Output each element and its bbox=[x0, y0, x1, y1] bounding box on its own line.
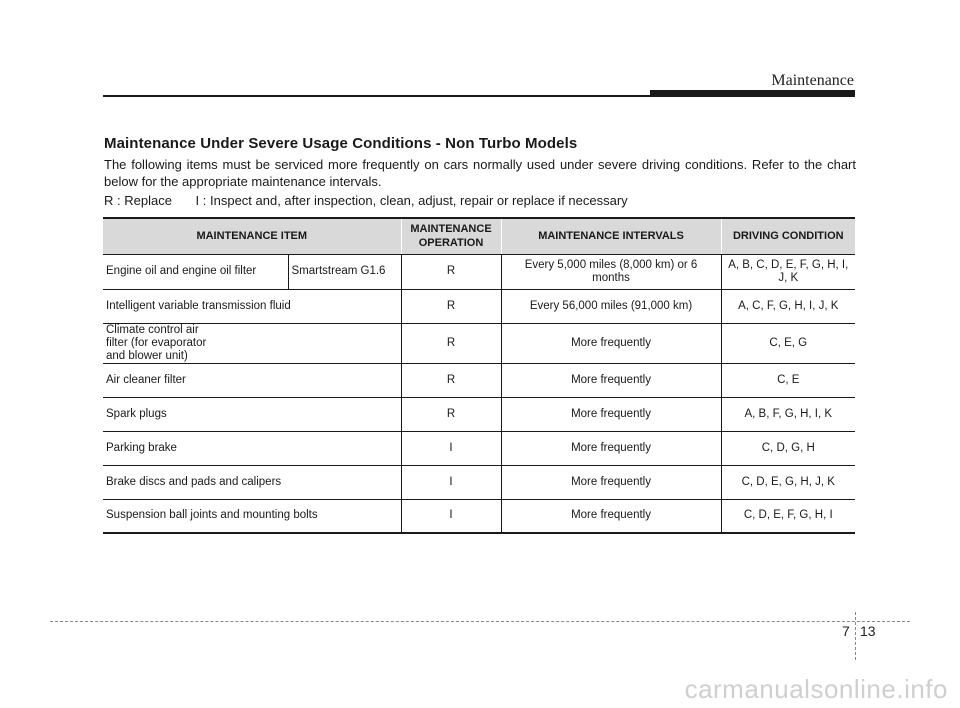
item-cell: Suspension ball joints and mounting bolts bbox=[103, 499, 401, 533]
condition-cell: C, D, E, G, H, J, K bbox=[721, 465, 855, 499]
condition-cell: C, D, E, F, G, H, I bbox=[721, 499, 855, 533]
item-cell: Air cleaner filter bbox=[103, 363, 401, 397]
interval-cell: More frequently bbox=[501, 499, 721, 533]
legend bbox=[104, 193, 628, 208]
interval-cell: Every 5,000 miles (8,000 km) or 6 months bbox=[501, 254, 721, 289]
interval-cell: More frequently bbox=[501, 323, 721, 363]
operation-cell: I bbox=[401, 499, 501, 533]
chapter-number: 7 bbox=[842, 623, 850, 639]
table-row bbox=[103, 499, 855, 533]
operation-cell: R bbox=[401, 397, 501, 431]
header-item: MAINTENANCE ITEM bbox=[103, 218, 401, 254]
table-row bbox=[103, 363, 855, 397]
table-row bbox=[103, 431, 855, 465]
table-row bbox=[103, 465, 855, 499]
table-row bbox=[103, 397, 855, 431]
header-condition: DRIVING CONDITION bbox=[721, 218, 855, 254]
header-rule bbox=[103, 95, 651, 97]
interval-cell: More frequently bbox=[501, 397, 721, 431]
table-header-row bbox=[103, 218, 855, 254]
interval-cell: More frequently bbox=[501, 431, 721, 465]
page-number-divider bbox=[855, 612, 856, 660]
operation-cell: R bbox=[401, 323, 501, 363]
condition-cell: C, E bbox=[721, 363, 855, 397]
interval-cell: More frequently bbox=[501, 465, 721, 499]
table-row bbox=[103, 254, 855, 289]
operation-cell: R bbox=[401, 289, 501, 323]
interval-cell: More frequently bbox=[501, 363, 721, 397]
operation-cell: R bbox=[401, 363, 501, 397]
item-cell: Intelligent variable transmission fluid bbox=[103, 289, 401, 323]
legend-inspect: I : Inspect and, after inspection, clean, adjust, repair or replace if necessary bbox=[195, 193, 628, 208]
condition-cell: A, B, C, D, E, F, G, H, I, J, K bbox=[721, 254, 855, 289]
page-number: 13 bbox=[860, 623, 876, 639]
header-operation: MAINTENANCE OPERATION bbox=[401, 218, 501, 254]
item-cell: Engine oil and engine oil filter bbox=[103, 254, 288, 289]
condition-cell: C, E, G bbox=[721, 323, 855, 363]
item-cell: Climate control air filter (for evaporator and blower unit) bbox=[103, 323, 401, 363]
intro-paragraph: The following items must be serviced more frequently on cars normally used under severe driving conditions. Refer to the chart below for the appropriate maintenance intervals. bbox=[104, 157, 856, 189]
footer-divider bbox=[50, 621, 910, 622]
condition-cell: C, D, G, H bbox=[721, 431, 855, 465]
item-cell: Spark plugs bbox=[103, 397, 401, 431]
table-row bbox=[103, 323, 855, 363]
maintenance-table bbox=[103, 217, 855, 534]
item-cell: Brake discs and pads and calipers bbox=[103, 465, 401, 499]
operation-cell: R bbox=[401, 254, 501, 289]
section-title: Maintenance bbox=[771, 72, 854, 89]
header-rule-accent bbox=[650, 90, 855, 97]
interval-cell: Every 56,000 miles (91,000 km) bbox=[501, 289, 721, 323]
operation-cell: I bbox=[401, 465, 501, 499]
page-heading: Maintenance Under Severe Usage Conditions - Non Turbo Models bbox=[104, 135, 578, 152]
watermark: carmanualsonline.info bbox=[684, 674, 948, 704]
condition-cell: A, B, F, G, H, I, K bbox=[721, 397, 855, 431]
operation-cell: I bbox=[401, 431, 501, 465]
header-intervals: MAINTENANCE INTERVALS bbox=[501, 218, 721, 254]
engine-cell: Smartstream G1.6 bbox=[288, 254, 401, 289]
legend-replace: R : Replace bbox=[104, 193, 172, 208]
item-cell: Parking brake bbox=[103, 431, 401, 465]
condition-cell: A, C, F, G, H, I, J, K bbox=[721, 289, 855, 323]
table-row bbox=[103, 289, 855, 323]
